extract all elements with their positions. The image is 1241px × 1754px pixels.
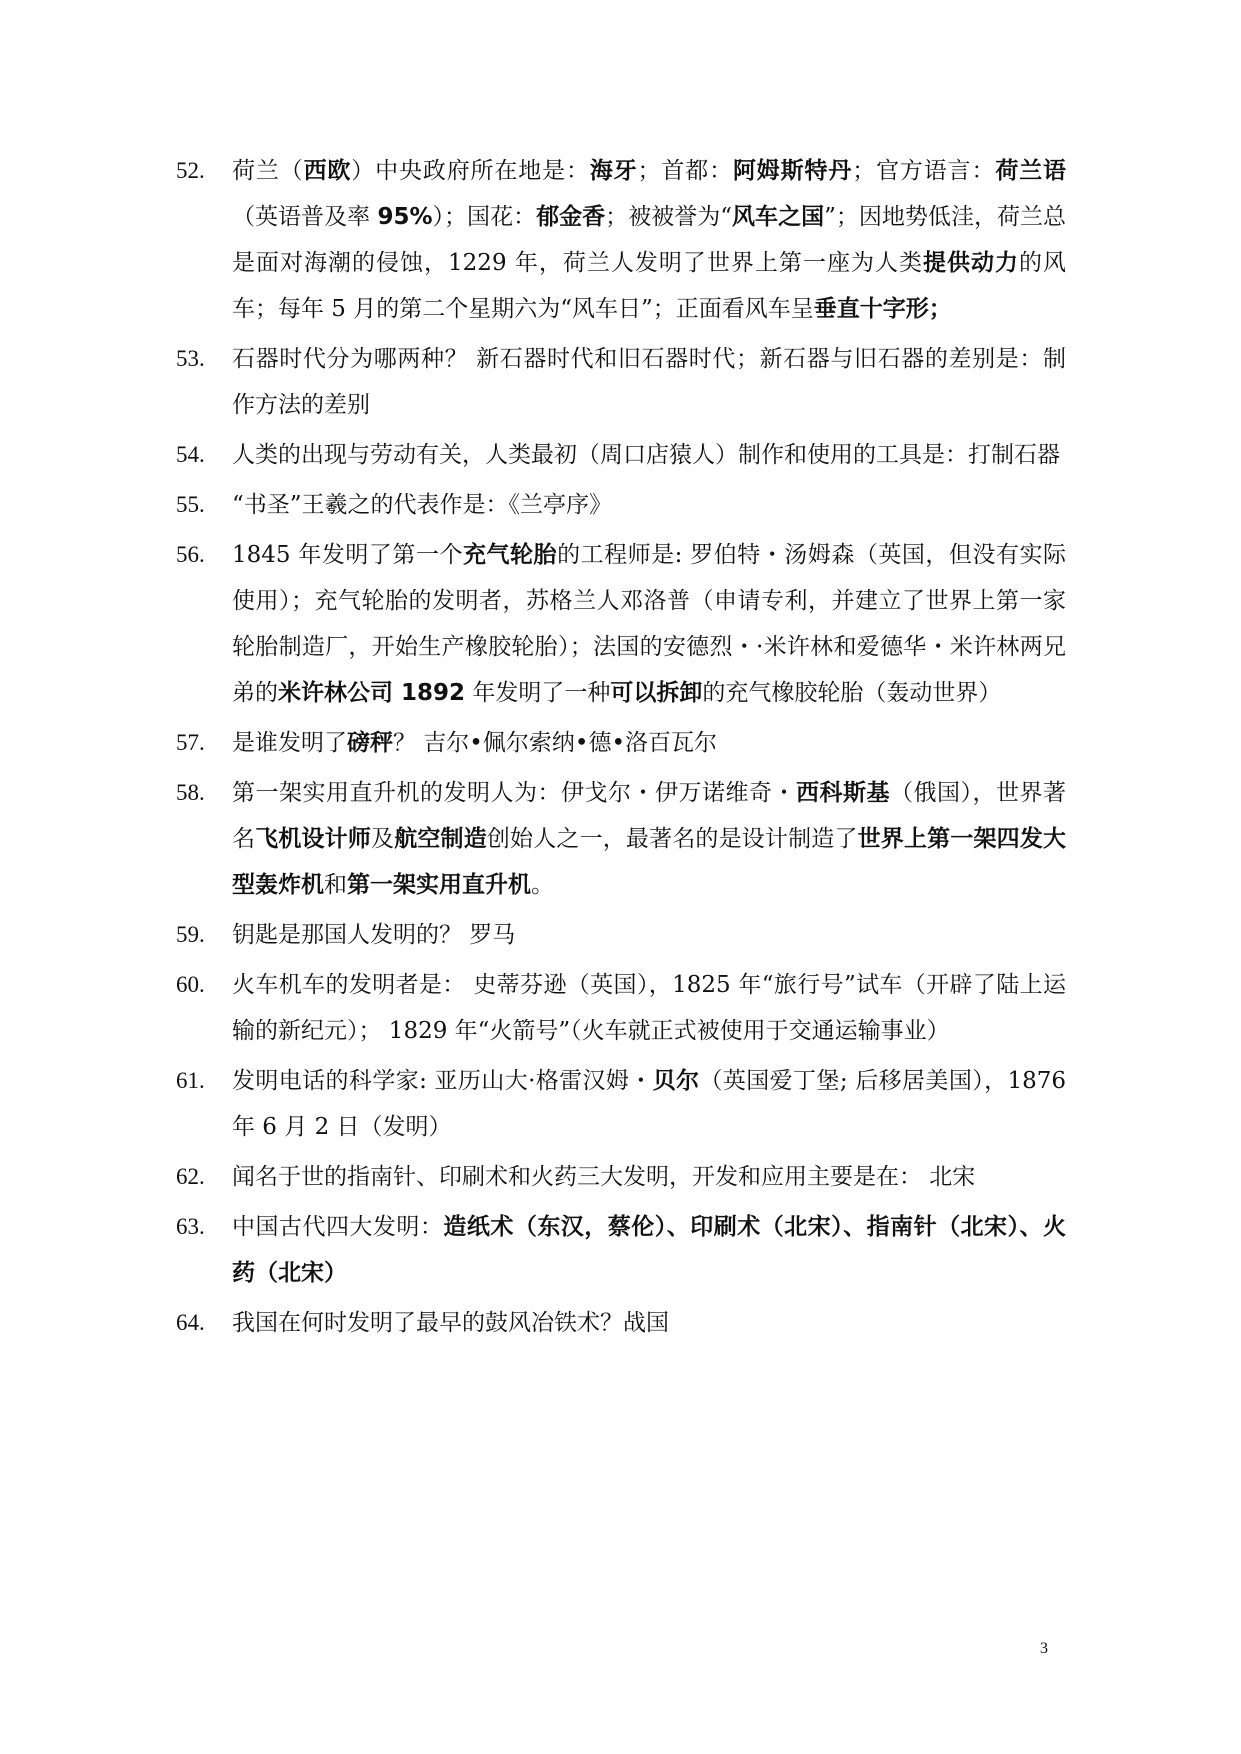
bold-text: 造纸术（东汉，蔡伦）、印刷术（北宋）、指南针（北宋）、火药（北宋） — [232, 1214, 1067, 1286]
item-number: 63. — [176, 1214, 205, 1239]
bold-text: 米许林公司 1892 — [278, 680, 466, 706]
bold-text: 充气轮胎 — [462, 542, 558, 568]
bold-text: 荷兰语 — [995, 158, 1067, 184]
list-item — [176, 1058, 1066, 1150]
list-item — [176, 482, 1066, 528]
item-text: ”；因地势低洼，荷兰总是面对海潮的侵蚀，1229 年，荷兰人发明了世界上第一座为人类 — [232, 204, 1067, 276]
item-text: 火车机车的发明者是： 史蒂芬逊（英国），1825 年“旅行号”试车（开辟了陆上运输的新纪元）； 1829 年“火箭号”（火车就正式被使用于交通运输事业） — [232, 972, 1066, 1044]
item-number: 56. — [176, 542, 205, 567]
item-number: 64. — [176, 1310, 205, 1335]
item-text: （英国爱丁堡; 后移居美国），1876 年 6 月 2 日（发明） — [232, 1068, 1067, 1140]
bold-text: 海牙 — [589, 158, 638, 184]
item-number: 53. — [176, 346, 205, 371]
bold-text: 西科斯基 — [796, 780, 890, 806]
list-item — [176, 1300, 1066, 1346]
item-text: 我国在何时发明了最早的鼓风冶铁术？战国 — [232, 1310, 669, 1336]
list-item — [176, 432, 1066, 478]
item-text: ；官方语言： — [852, 158, 996, 184]
item-text: 闻名于世的指南针、印刷术和火药三大发明，开发和应用主要是在： 北宋 — [232, 1164, 976, 1190]
item-number: 62. — [176, 1164, 205, 1189]
item-text: 是谁发明了 — [232, 730, 347, 756]
numbered-list — [176, 148, 1066, 1350]
bold-text: 阿姆斯特丹 — [732, 158, 853, 184]
item-text: ）中央政府所在地是： — [351, 158, 590, 184]
list-item — [176, 770, 1066, 908]
item-number: 57. — [176, 730, 205, 755]
bold-text: 飞机设计师 — [255, 826, 372, 852]
list-item — [176, 912, 1066, 958]
item-text: 的充气橡胶轮胎（轰动世界） — [702, 680, 1002, 706]
item-text: 荷兰（ — [232, 158, 304, 184]
item-text: 的工程师是: 罗伯特・汤姆森（英国，但没有实际使用）；充气轮胎的发明者，苏格兰人邓洛普（申请专利，并建立了世界上第一家轮胎制造厂，开始生产橡胶轮胎）；法国的安德烈・·米许林和爱德华・米许林两兄弟的 — [232, 542, 1066, 706]
bold-text: 世界上第一架四发大型轰炸机 — [232, 826, 1067, 898]
item-number: 52. — [176, 158, 205, 183]
item-text: 的风车；每年 5 月的第二个星期六为“风车日”；正面看风车呈 — [232, 250, 1067, 322]
bold-text: 垂直十字形； — [813, 296, 952, 322]
bold-text: 第一架实用直升机 — [347, 872, 531, 898]
item-number: 54. — [176, 442, 205, 467]
item-text: ；被被誉为“ — [605, 204, 733, 230]
item-number: 58. — [176, 780, 205, 805]
list-item — [176, 720, 1066, 766]
list-item — [176, 1204, 1066, 1296]
item-text: 石器时代分为哪两种？ 新石器时代和旧石器时代；新石器与旧石器的差别是：制作方法的差别 — [232, 346, 1066, 418]
item-text: 1845 年发明了第一个 — [232, 542, 463, 568]
item-text: 及 — [371, 826, 395, 852]
bold-text: 贝尔 — [652, 1068, 700, 1094]
item-text: 发明电话的科学家: 亚历山大·格雷汉姆・ — [232, 1068, 653, 1094]
item-text: 年发明了一种 — [465, 680, 611, 706]
item-text: （英语普及率 — [232, 204, 378, 230]
item-text: （俄国），世界著名 — [232, 780, 1066, 852]
bold-text: 西欧 — [303, 158, 352, 184]
item-text: 第一架实用直升机的发明人为：伊戈尔・伊万诺维奇・ — [232, 780, 796, 806]
page-number: 3 — [1040, 1640, 1048, 1657]
list-item — [176, 336, 1066, 428]
item-text: 中国古代四大发明： — [232, 1214, 444, 1240]
item-text: 创始人之一，最著名的是设计制造了 — [486, 826, 858, 852]
item-number: 60. — [176, 972, 205, 997]
bold-text: 郁金香 — [536, 204, 606, 230]
item-text: 和 — [324, 872, 347, 898]
item-text: 钥匙是那国人发明的？ 罗马 — [232, 922, 516, 948]
list-item — [176, 532, 1066, 716]
item-text: ；首都： — [637, 158, 733, 184]
bold-text: 可以拆卸 — [610, 680, 703, 706]
item-text: 人类的出现与劳动有关，人类最初（周口店猿人）制作和使用的工具是：打制石器 — [232, 442, 1060, 468]
item-number: 55. — [176, 492, 205, 517]
bold-text: 风车之国 — [732, 204, 825, 230]
item-number: 59. — [176, 922, 205, 947]
list-item — [176, 962, 1066, 1054]
bold-text: 磅秤 — [347, 730, 393, 756]
item-number: 61. — [176, 1068, 205, 1093]
bold-text: 95% — [377, 204, 433, 230]
bold-text: 提供动力 — [922, 250, 1019, 276]
item-text: “书圣”王羲之的代表作是：《兰亭序》 — [232, 492, 613, 518]
list-item — [176, 148, 1066, 332]
item-text: ）；国花： — [432, 204, 537, 230]
item-text: ？ 吉尔•佩尔索纳•德•洛百瓦尔 — [393, 730, 718, 756]
bold-text: 航空制造 — [394, 826, 487, 852]
list-item — [176, 1154, 1066, 1200]
item-text: 。 — [531, 872, 554, 898]
